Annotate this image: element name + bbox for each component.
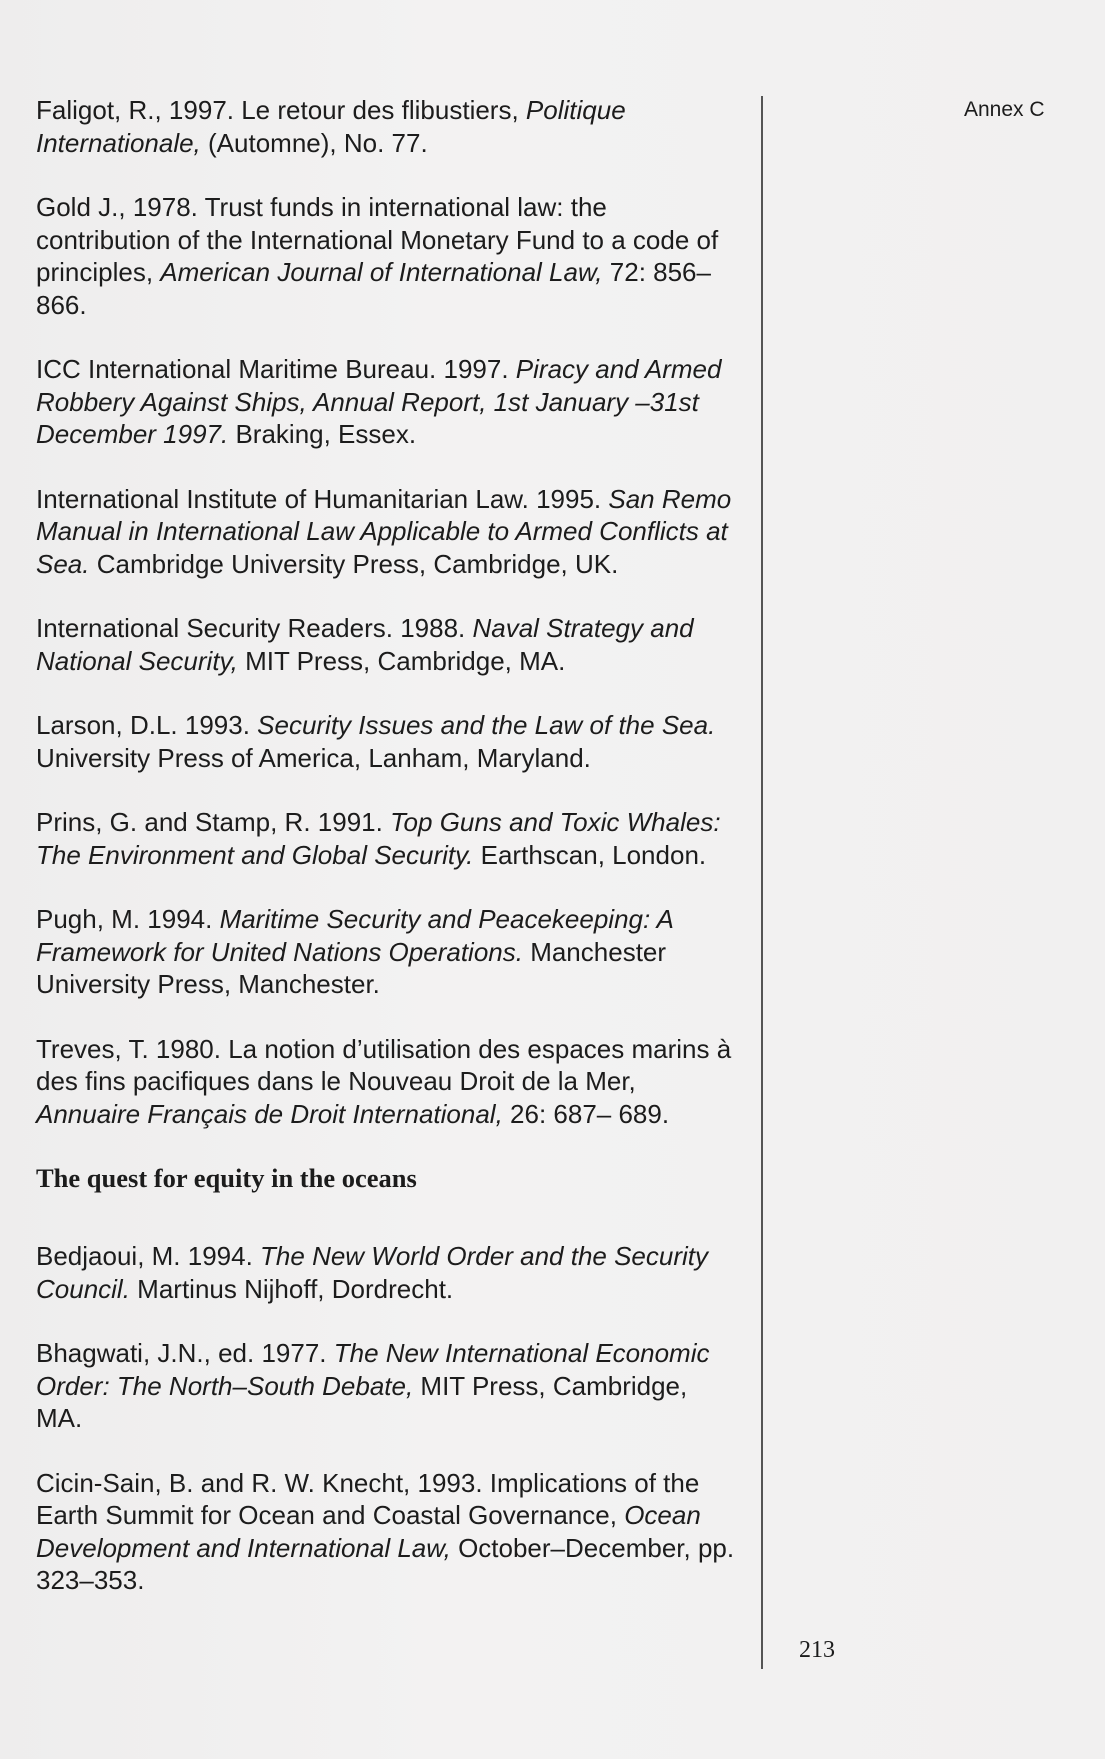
entry-lead: ICC International Maritime Bureau. 1997. bbox=[36, 354, 516, 384]
bibliography-entry bbox=[36, 903, 736, 1001]
entry-title: Politique Internationale, bbox=[36, 95, 626, 158]
bibliography-entry bbox=[36, 1337, 736, 1435]
entry-title: San Remo Manual in International Law Applicable to Armed Conflicts at Sea. bbox=[36, 483, 732, 579]
entry-tail: Martinus Nijhoff, Dordrecht. bbox=[129, 1273, 454, 1304]
entry-title: The New World Order and the Security Council. bbox=[36, 1241, 709, 1304]
entry-title: Ocean Development and International Law, bbox=[36, 1500, 701, 1563]
entry-title: Annuaire Français de Droit International, bbox=[36, 1098, 503, 1129]
entry-lead: Prins, G. and Stamp, R. 1991. bbox=[36, 807, 391, 837]
bibliography-entry bbox=[36, 612, 736, 677]
entry-tail: 26: 687– 689. bbox=[502, 1098, 670, 1129]
entry-tail: MIT Press, Cambridge, MA. bbox=[36, 1370, 688, 1433]
entry-tail: Cambridge University Press, Cambridge, UK. bbox=[89, 548, 619, 579]
entry-lead: Pugh, M. 1994. bbox=[36, 904, 220, 934]
page-number: 213 bbox=[799, 1637, 835, 1663]
entry-tail: (Automne), No. 77. bbox=[200, 127, 428, 158]
entry-title: Maritime Security and Peacekeeping: A Framework for United Nations Operations. bbox=[36, 904, 673, 967]
entry-lead: Bhagwati, J.N., ed. 1977. bbox=[36, 1338, 334, 1368]
column-divider bbox=[761, 96, 763, 1669]
entry-lead: International Institute of Humanitarian Law. 1995. bbox=[36, 483, 609, 514]
bibliography-entry bbox=[36, 191, 736, 321]
entry-title: Piracy and Armed Robbery Against Ships, Annual Report, 1st January –31st December 1997. bbox=[36, 354, 722, 449]
entry-lead: Bedjaoui, M. 1994. bbox=[36, 1241, 261, 1271]
entry-tail: 72: 856–866. bbox=[36, 257, 711, 320]
entry-title: Security Issues and the Law of the Sea. bbox=[257, 710, 716, 740]
entry-title: American Journal of International Law, bbox=[160, 257, 603, 287]
entry-title: Top Guns and Toxic Whales: The Environment and Global Security. bbox=[36, 807, 721, 870]
bibliography-entry bbox=[36, 709, 736, 774]
bibliography-entry bbox=[36, 94, 736, 159]
entry-tail: MIT Press, Cambridge, MA. bbox=[237, 645, 566, 676]
entry-lead: Cicin-Sain, B. and R. W. Knecht, 1993. Implications of the Earth Summit for Ocean and Coastal Governance, bbox=[36, 1467, 700, 1530]
bibliography-entry bbox=[36, 1033, 736, 1131]
entry-tail: Manchester University Press, Manchester. bbox=[36, 936, 667, 999]
bibliography-entry bbox=[36, 353, 736, 451]
entry-title: The New International Economic Order: The North–South Debate, bbox=[36, 1338, 710, 1401]
bibliography-entry bbox=[36, 1467, 736, 1597]
entry-lead: Faligot, R., 1997. Le retour des flibustiers, bbox=[36, 95, 526, 125]
entry-lead: Gold J., 1978. Trust funds in international law: the contribution of the International Monetary Fund to a code of principles, bbox=[36, 192, 719, 287]
bibliography-column bbox=[36, 94, 736, 1629]
entry-tail: Braking, Essex. bbox=[228, 419, 417, 449]
bibliography-entry bbox=[36, 1240, 736, 1305]
bibliography-entry bbox=[36, 483, 736, 581]
running-head: Annex C bbox=[964, 98, 1045, 121]
entry-lead: International Security Readers. 1988. bbox=[36, 613, 473, 643]
section-heading: The quest for equity in the oceans bbox=[36, 1163, 417, 1193]
entry-lead: Treves, T. 1980. La notion d’utilisation des espaces marins à des fins pacifiques dans le Nouveau Droit de la Mer, bbox=[36, 1033, 732, 1096]
bibliography-entry bbox=[36, 806, 736, 871]
entry-tail: October–December, pp. 323–353. bbox=[36, 1532, 735, 1595]
entry-title: Naval Strategy and National Security, bbox=[36, 613, 694, 676]
entry-lead: Larson, D.L. 1993. bbox=[36, 710, 258, 740]
entry-tail: University Press of America, Lanham, Maryland. bbox=[36, 742, 591, 773]
entry-tail: Earthscan, London. bbox=[473, 839, 707, 870]
